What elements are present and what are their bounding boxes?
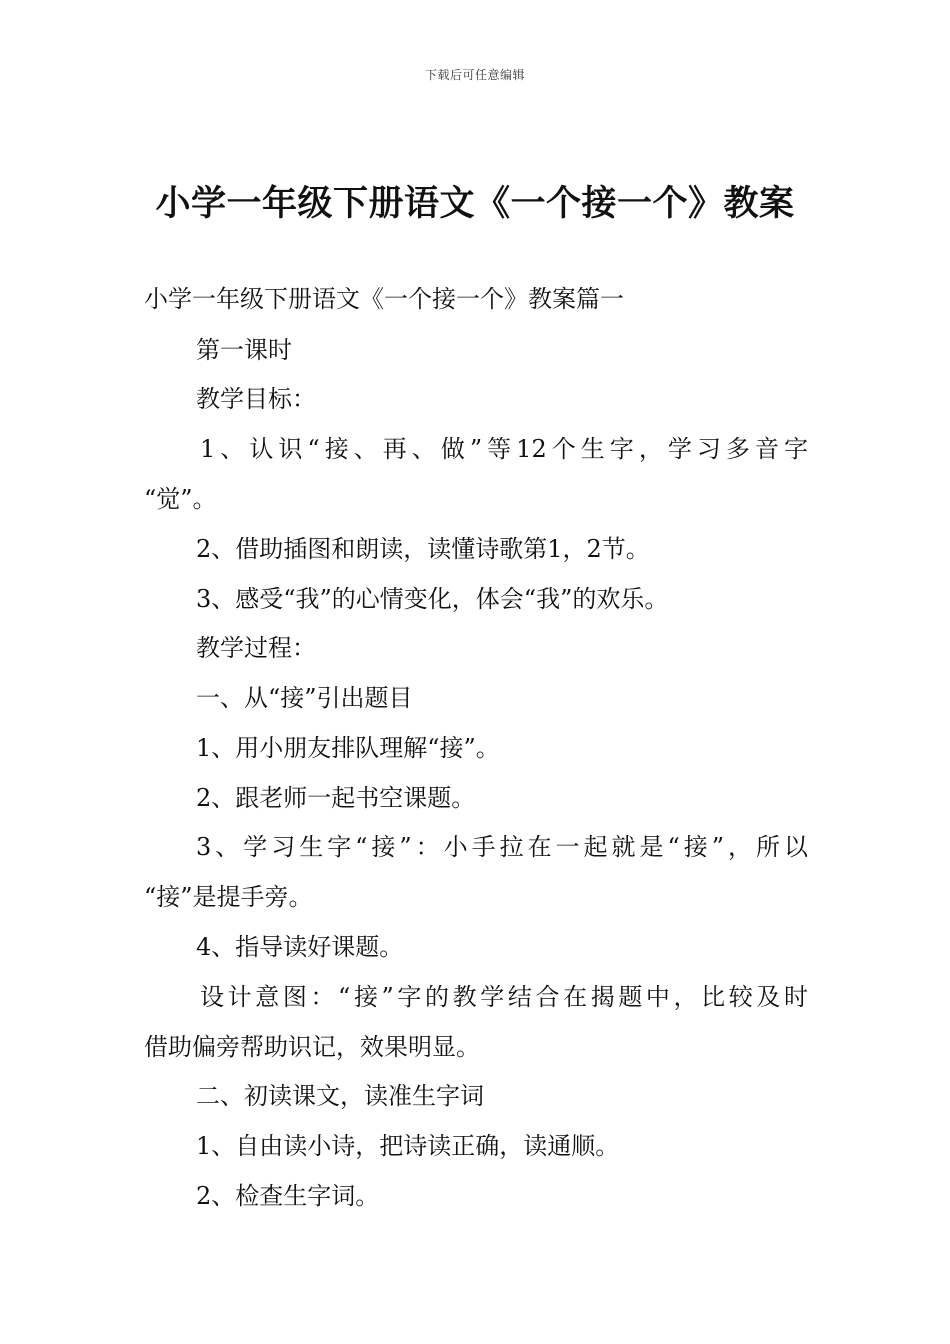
paragraph-line: “觉”。: [144, 485, 217, 513]
paragraph-line: 设计意图：“接”字的教学结合在揭题中，比较及时: [200, 983, 808, 1011]
paragraph-line: 4、指导读好课题。: [196, 933, 404, 961]
section-heading: 小学一年级下册语文《一个接一个》教案篇一: [144, 285, 624, 313]
paragraph-line: 1、用小朋友排队理解“接”。: [196, 734, 500, 762]
paragraph-line: “接”是提手旁。: [144, 883, 313, 911]
paragraph-line: 2、跟老师一起书空课题。: [196, 784, 476, 812]
document-title: 小学一年级下册语文《一个接一个》教案: [155, 184, 795, 224]
paragraph-line: 二、初读课文，读准生字词: [196, 1082, 484, 1110]
paragraph-line: 3、感受“我”的心情变化，体会“我”的欢乐。: [196, 585, 669, 613]
paragraph-line: 1、自由读小诗，把诗读正确，读通顺。: [196, 1132, 620, 1160]
paragraph-line: 借助偏旁帮助识记，效果明显。: [144, 1033, 480, 1061]
page-header: 下载后可任意编辑: [424, 68, 525, 82]
paragraph-line: 2、检查生字词。: [196, 1182, 380, 1210]
paragraph-line: 一、从“接”引出题目: [196, 684, 413, 712]
paragraph-line: 2、借助插图和朗读，读懂诗歌第1，2节。: [196, 535, 650, 563]
paragraph-line: 第一课时: [196, 336, 292, 364]
paragraph-line: 教学过程：: [196, 634, 316, 662]
paragraph-line: 教学目标：: [196, 385, 316, 413]
paragraph-line: 3、学习生字“接”：小手拉在一起就是“接”，所以: [196, 833, 808, 861]
paragraph-line: 1、认识“接、再、做”等12个生字，学习多音字: [200, 435, 808, 463]
